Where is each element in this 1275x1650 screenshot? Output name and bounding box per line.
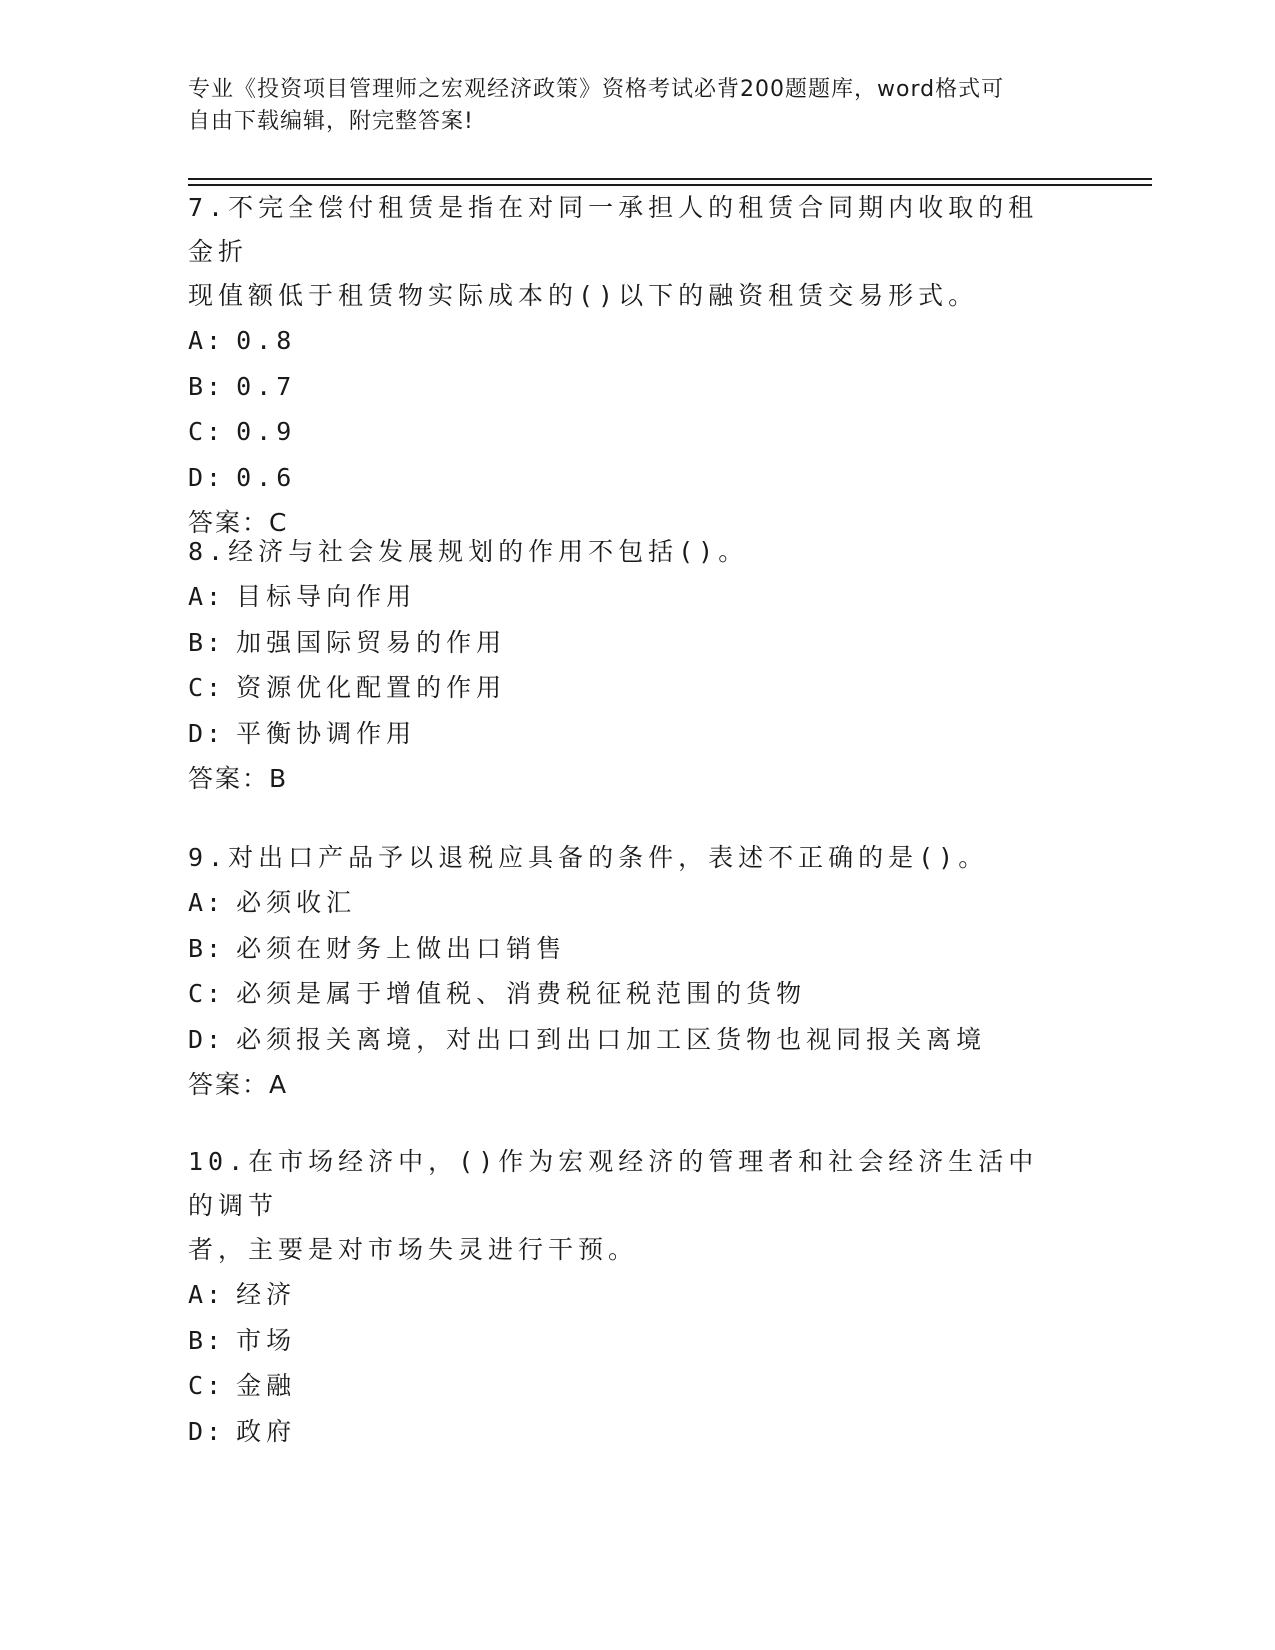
option-letter: B:: [188, 371, 225, 401]
option-letter: C:: [188, 1371, 225, 1400]
option-b: [188, 926, 1068, 972]
option-b: [188, 620, 1068, 666]
option-d: [188, 1409, 1068, 1455]
document-header: [188, 74, 1068, 138]
question-stem-line: 10.在市场经济中，()作为宏观经济的管理者和社会经济生活中的调节: [188, 1147, 1039, 1220]
option-a: [188, 318, 1068, 364]
option-d: [188, 455, 1068, 501]
option-text: 必须在财务上做出口销售: [236, 933, 567, 963]
option-a: [188, 880, 1068, 926]
option-text: 平衡协调作用: [236, 718, 417, 748]
option-d: [188, 711, 1068, 757]
option-text: 0.6: [236, 462, 297, 492]
question-10: [188, 1140, 1068, 1454]
option-letter: D:: [188, 1024, 225, 1054]
option-letter: A:: [188, 582, 225, 611]
option-c: [188, 409, 1068, 455]
option-letter: D:: [188, 462, 225, 492]
option-letter: A:: [188, 326, 225, 355]
option-a: [188, 574, 1068, 620]
option-text: 经济: [236, 1280, 297, 1309]
option-b: [188, 1318, 1068, 1364]
option-letter: A:: [188, 1280, 225, 1309]
option-text: 市场: [236, 1325, 297, 1355]
header-line-2: 自由下载编辑，附完整答案!: [188, 109, 474, 134]
option-letter: C:: [188, 979, 225, 1008]
option-c: [188, 665, 1068, 711]
option-letter: B:: [188, 1325, 225, 1355]
answer-label: 答案：B: [188, 764, 289, 793]
option-c: [188, 971, 1068, 1017]
option-letter: B:: [188, 933, 225, 963]
question-7: [188, 186, 1068, 546]
option-letter: B:: [188, 627, 225, 657]
option-text: 政府: [236, 1416, 297, 1446]
answer-label: 答案：A: [188, 1070, 289, 1099]
header-line-1: 专业《投资项目管理师之宏观经济政策》资格考试必背200题题库，word格式可: [188, 77, 1005, 102]
question-9: [188, 836, 1068, 1108]
option-letter: C:: [188, 673, 225, 702]
option-b: [188, 364, 1068, 410]
question-stem-line: 8.经济与社会发展规划的作用不包括()。: [188, 537, 749, 566]
option-d: [188, 1017, 1068, 1063]
option-text: 必须报关离境，对出口到出口加工区货物也视同报关离境: [236, 1024, 987, 1054]
option-text: 金融: [236, 1371, 297, 1400]
option-letter: C:: [188, 417, 225, 446]
option-text: 0.7: [236, 371, 297, 401]
option-letter: D:: [188, 1416, 225, 1446]
option-a: [188, 1272, 1068, 1318]
header-rule-top: [188, 178, 1152, 180]
question-stem-line: 7.不完全偿付租赁是指在对同一承担人的租赁合同期内收取的租金折: [188, 193, 1039, 266]
option-text: 加强国际贸易的作用: [236, 627, 507, 657]
option-c: [188, 1363, 1068, 1409]
question-stem-line: 9.对出口产品予以退税应具备的条件，表述不正确的是()。: [188, 843, 989, 872]
option-text: 资源优化配置的作用: [236, 673, 507, 702]
option-text: 必须收汇: [236, 888, 357, 917]
question-8: [188, 530, 1068, 802]
option-text: 0.8: [236, 326, 297, 355]
option-text: 必须是属于增值税、消费税征税范围的货物: [236, 979, 807, 1008]
option-letter: D:: [188, 718, 225, 748]
answer-label: 答案：C: [188, 508, 289, 537]
question-stem-line: 者，主要是对市场失灵进行干预。: [188, 1235, 639, 1264]
option-letter: A:: [188, 888, 225, 917]
option-text: 0.9: [236, 417, 297, 446]
option-text: 目标导向作用: [236, 582, 417, 611]
question-stem-line: 现值额低于租赁物实际成本的()以下的融资租赁交易形式。: [188, 281, 979, 310]
